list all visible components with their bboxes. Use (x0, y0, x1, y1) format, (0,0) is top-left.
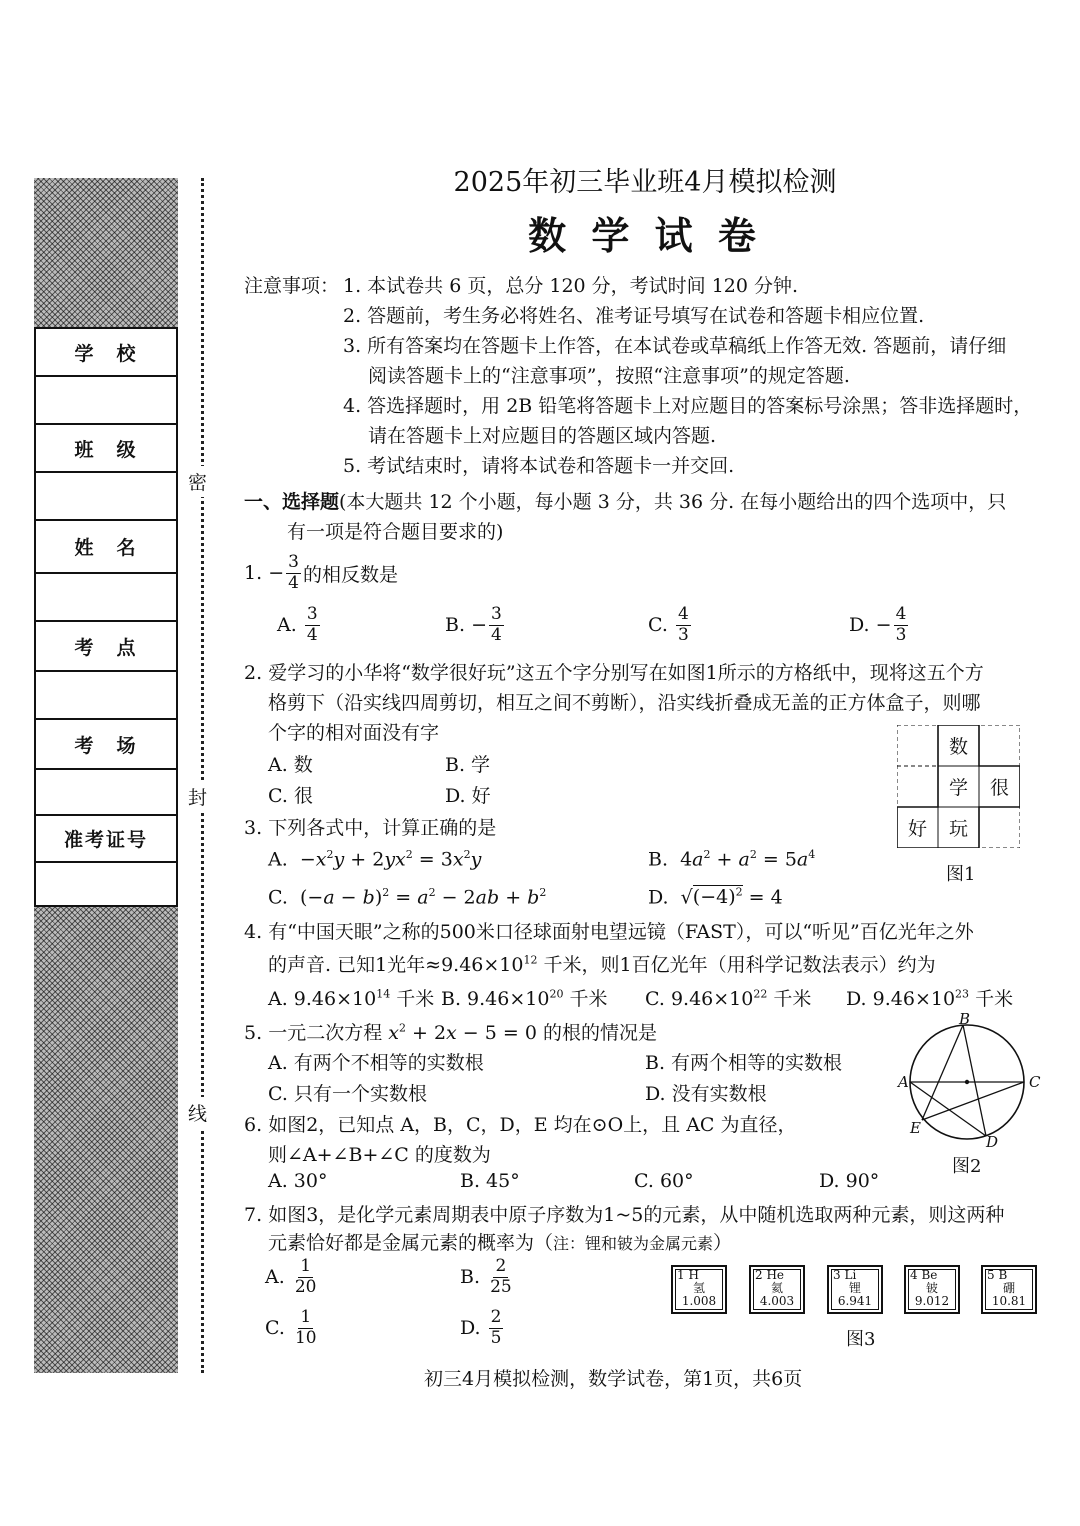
element-card-h: 1 H 氢 1.008 (671, 1265, 727, 1314)
field-class-input[interactable] (36, 473, 176, 521)
student-info-box (34, 327, 178, 907)
q4-option-c[interactable]: C. $9.46\times 10^{22}$ 千米 (645, 987, 812, 1010)
q5-option-c[interactable]: C. 只有一个实数根 (268, 1083, 427, 1105)
element-card-li: 3 Li 锂 6.941 (827, 1265, 883, 1314)
field-name-label: 姓 名 (36, 521, 176, 574)
q1-stem: 1. − $\frac{3}{4}$ 的相反数是 (244, 552, 398, 593)
q5-option-d[interactable]: D. 没有实数根 (645, 1083, 767, 1105)
fig2-label-b: B (959, 1012, 971, 1028)
q5-stem: 5. 一元二次方程 $x^2 + 2x - 5 = 0$ 的根的情况是 (244, 1021, 657, 1044)
q4-option-b[interactable]: B. $9.46\times 10^{20}$ 千米 (441, 987, 608, 1010)
q6-option-a[interactable]: A. 30° (268, 1170, 328, 1192)
q4-stem-1: 4. 有“中国天眼”之称的500米口径球面射电望远镜（FAST），可以“听见”百亿光年之外 (244, 921, 974, 943)
net-cell-wan: 玩 (948, 818, 968, 840)
element-card-b: 5 B 硼 10.81 (981, 1265, 1037, 1314)
notice-item-4: 4. 答选择题时，用 2B 铅笔将答题卡上对应题目的答案标号涂黑；答非选择题时， (343, 395, 1033, 417)
q1-option-a[interactable]: A. $\frac{3}{4}$ (277, 604, 318, 645)
q2-stem-3: 个字的相对面没有字 (268, 722, 440, 744)
q2-stem-2: 格剪下（沿实线四周剪切，相互之间不剪断），沿实线折叠成无盖的正方体盒子，则哪 (268, 692, 981, 714)
net-cell-shu: 数 (948, 736, 968, 758)
q7-stem-1: 7. 如图3，是化学元素周期表中原子序数为1~5的元素，从中随机选取两种元素，则这两种 (244, 1204, 1005, 1226)
notice-item-5: 5. 考试结束时，请将本试卷和答题卡一并交回. (343, 455, 735, 477)
q2-option-a[interactable]: A. 数 (268, 754, 313, 776)
q7-option-a[interactable]: A. $\frac{1}{20}$ (265, 1256, 317, 1297)
field-school-input[interactable] (36, 377, 176, 425)
q3-option-a[interactable]: A. $-x^2y + 2yx^2 = 3x^2y$ (268, 848, 482, 871)
q2-option-d[interactable]: D. 好 (445, 785, 491, 807)
q4-option-a[interactable]: A. $9.46\times 10^{14}$ 千米 (268, 987, 435, 1010)
q2-stem-1: 2. 爱学习的小华将“数学很好玩”这五个字分别写在如图1所示的方格纸中，现将这五个方 (244, 662, 984, 684)
q1-option-c[interactable]: C. $\frac{4}{3}$ (648, 604, 689, 645)
exam-subtitle: 2025年初三毕业班4月模拟检测 (453, 167, 837, 198)
fig2-label-c: C (1029, 1073, 1041, 1091)
section-desc-2: 有一项是符合题目要求的) (287, 521, 504, 543)
net-cell-hen: 很 (989, 777, 1009, 799)
q3-stem: 3. 下列各式中，计算正确的是 (244, 817, 497, 839)
q4-stem-2: 的声音. 已知1光年$\approx 9.46\times 10^{12}$ 千米，则1百亿光年（用科学记数法表示）约为 (268, 953, 936, 976)
fig2-label-e: E (910, 1119, 921, 1137)
q4-option-d[interactable]: D. $9.46\times 10^{23}$ 千米 (846, 987, 1014, 1010)
field-name-input[interactable] (36, 574, 176, 622)
q6-option-c[interactable]: C. 60° (634, 1170, 694, 1192)
sidebar-hatch-bottom (34, 907, 178, 1373)
q7-option-c[interactable]: C. $\frac{1}{10}$ (265, 1307, 317, 1348)
net-cell-hao: 好 (907, 818, 927, 840)
fig2-label-d: D (986, 1133, 999, 1151)
q3-option-c[interactable]: C. $(-a - b)^2 = a^2 - 2ab + b^2$ (268, 886, 547, 909)
field-ticket-label: 准考证号 (36, 816, 176, 863)
q7-option-b[interactable]: B. $\frac{2}{25}$ (460, 1256, 512, 1297)
q5-option-b[interactable]: B. 有两个相等的实数根 (645, 1052, 843, 1074)
element-card-he: 2 He 氦 4.003 (749, 1265, 805, 1314)
page-footer: 初三4月模拟检测，数学试卷，第1页，共6页 (424, 1368, 803, 1390)
field-school-label: 学 校 (36, 329, 176, 377)
q2-option-c[interactable]: C. 很 (268, 785, 313, 807)
q3-option-b[interactable]: B. $4a^2 + a^2 = 5a^4$ (648, 848, 816, 871)
q6-stem-1: 6. 如图2，已知点 A，B，C，D，E 均在⊙O上，且 AC 为直径， (244, 1114, 797, 1136)
q7-stem-2: 元素恰好都是金属元素的概率为（注：锂和铍为金属元素） (268, 1232, 733, 1254)
notice-item-3: 3. 所有答案均在答题卡上作答，在本试卷或草稿纸上作答无效. 答题前，请仔细 (343, 335, 1007, 357)
field-room-label: 考 场 (36, 720, 176, 770)
q6-option-b[interactable]: B. 45° (460, 1170, 520, 1192)
seal-char-mi: 密 (188, 466, 207, 497)
q1-option-d[interactable]: D. − $\frac{4}{3}$ (849, 604, 907, 645)
q2-option-b[interactable]: B. 学 (445, 754, 491, 776)
figure-1-caption: 图1 (946, 864, 976, 885)
q7-option-d[interactable]: D. $\frac{2}{5}$ (460, 1307, 502, 1348)
notice-item-1: 1. 本试卷共 6 页，总分 120 分，考试时间 120 分钟. (343, 275, 799, 297)
fig2-label-a: A (898, 1073, 909, 1091)
figure-1-net (897, 725, 1020, 848)
seal-char-feng: 封 (188, 781, 207, 812)
net-cell-xue: 学 (948, 777, 968, 799)
notice-item-3b: 阅读答题卡上的“注意事项”，按照“注意事项”的规定答题. (368, 365, 850, 387)
q5-option-a[interactable]: A. 有两个不相等的实数根 (268, 1052, 484, 1074)
field-ticket-input[interactable] (36, 863, 176, 905)
figure-2-circle (895, 1012, 1045, 1152)
figure-2-caption: 图2 (952, 1156, 982, 1177)
notice-item-4b: 请在答题卡上对应题目的答题区域内答题. (368, 425, 717, 447)
q3-option-d[interactable]: D. $√(-4)^2 = 4$ (648, 886, 783, 909)
seal-line (201, 178, 204, 1373)
q6-option-d[interactable]: D. 90° (819, 1170, 880, 1192)
section-desc: (本大题共 12 个小题，每小题 3 分，共 36 分. 在每小题给出的四个选项中，只 (339, 491, 1007, 513)
q1-option-b[interactable]: B. − $\frac{3}{4}$ (445, 604, 502, 645)
q6-stem-2: 则∠A+∠B+∠C 的度数为 (268, 1144, 491, 1166)
field-room-input[interactable] (36, 770, 176, 816)
field-class-label: 班 级 (36, 425, 176, 473)
notice-label: 注意事项： (244, 275, 340, 297)
field-center-input[interactable] (36, 672, 176, 720)
figure-3-caption: 图3 (846, 1329, 876, 1350)
section-title: 一、选择题 (244, 491, 340, 513)
element-card-be: 4 Be 铍 9.012 (904, 1265, 960, 1314)
notice-item-2: 2. 答题前，考生务必将姓名、准考证号填写在试卷和答题卡相应位置. (343, 305, 925, 327)
page-title: 数 学 试 卷 (528, 213, 762, 258)
field-center-label: 考 点 (36, 622, 176, 672)
seal-char-xian: 线 (188, 1097, 207, 1128)
